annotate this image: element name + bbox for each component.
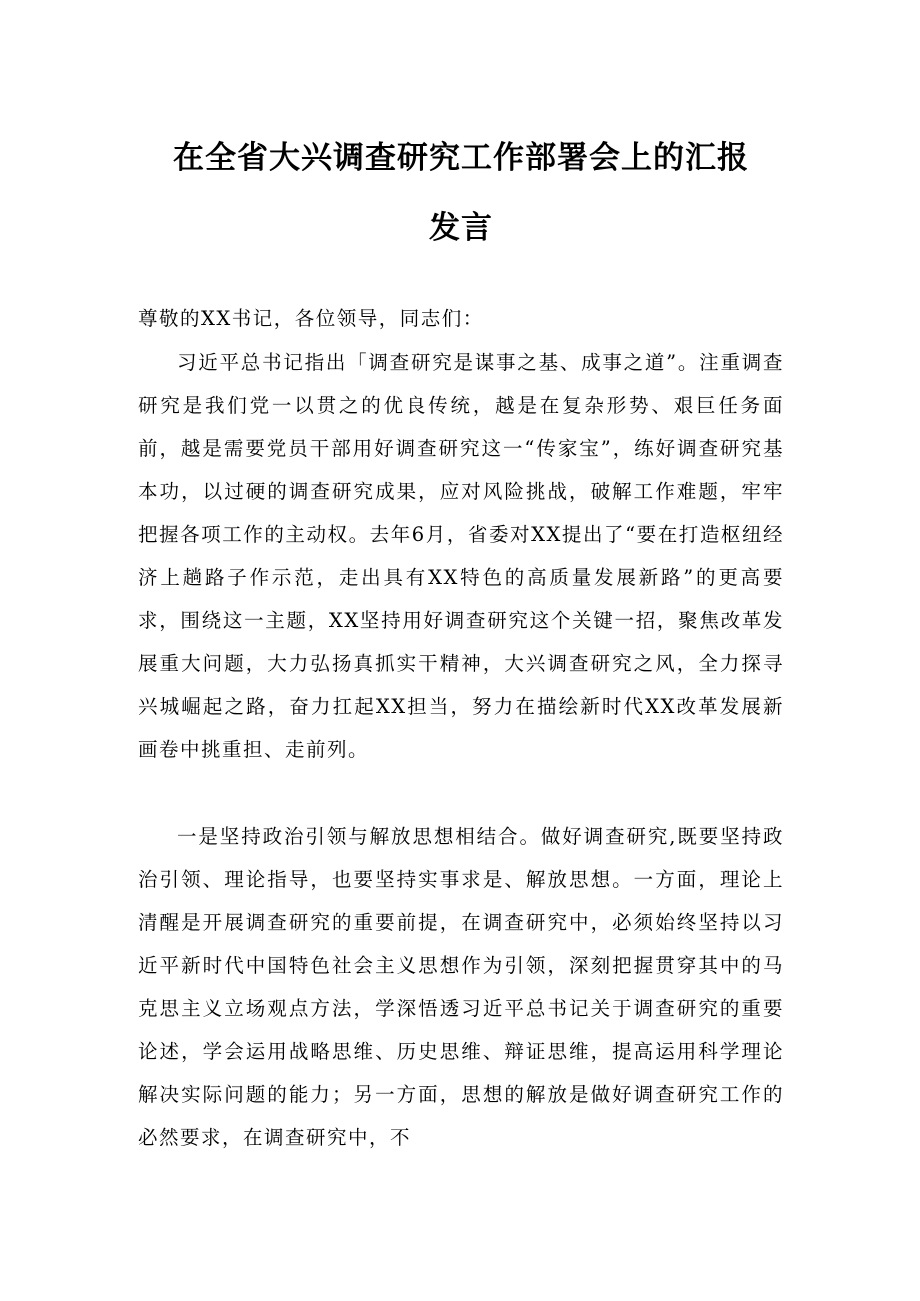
salutation: 尊敬的XX书记，各位领导，同志们： [138,307,484,330]
paragraph-intro: 习近平总书记指出「调查研究是谋事之基、成事之道”。注重调查研究是我们党一以贯之的优良传统，越是在复杂形势、艰巨任务面前，越是需要党员干部用好调查研究这一“传家宝”，练好调查研究基本功，以过硬的调查研究成果，应对风险挑战，破解工作难题，牢牢把握各项工作的主动权。去年6月，省委对XX提出了“要在打造枢纽经济上趟路子作示范，走出具有XX特色的高质量发展新路”的更高要求，围绕这一主题，XX坚持用好调查研究这个关键一招，聚焦改革发展重大问题，大力弘扬真抓实干精神，大兴调查研究之风，全力探寻兴城崛起之路，奋力扛起XX担当，努力在描绘新时代XX改革发展新画卷中挑重担、走前列。 [138,351,784,761]
paragraph-point-one: 一是坚持政治引领与解放思想相结合。做好调查研究,既要坚持政治引领、理论指导，也要坚持实事求是、解放思想。一方面，理论上清醒是开展调查研究的重要前提，在调查研究中，必须始终坚持以习近平新时代中国特色社会主义思想作为引领，深刻把握贯穿其中的马克思主义立场观点方法，学深悟透习近平总书记关于调查研究的重要论述，学会运用战略思维、历史思维、辩证思维，提高运用科学理论解决实际问题的能力；另一方面，思想的解放是做好调查研究工作的必然要求，在调查研究中，不 [138,825,784,1149]
document-title-line-2: 发言 [429,210,493,246]
document-title-line-1: 在全省大兴调查研究工作部署会上的汇报 [173,140,749,176]
